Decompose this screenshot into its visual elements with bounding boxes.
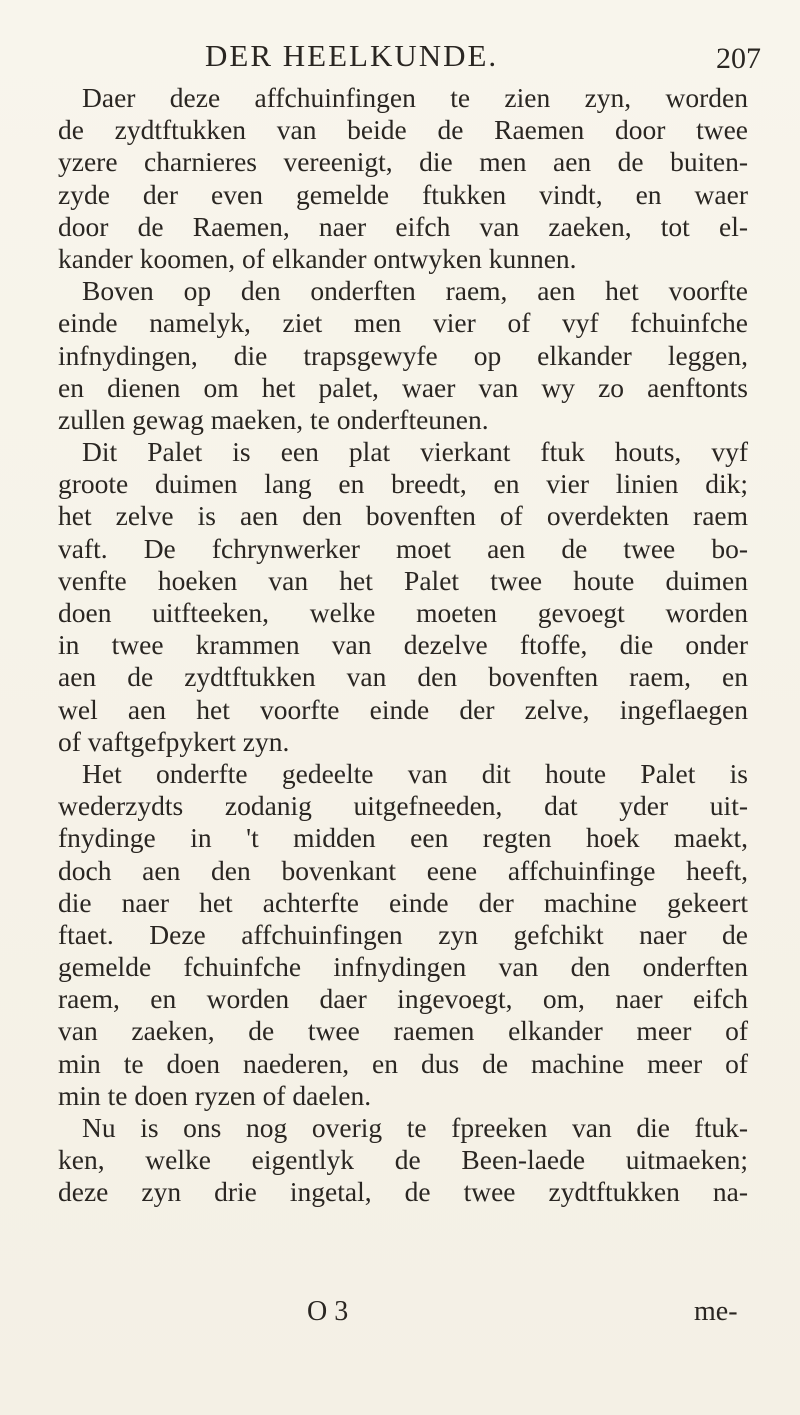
text-line: aen de zydtftukken van den bovenften raem, en [58,661,748,693]
text-line: doen uitfteeken, welke moeten gevoegt worden [58,597,748,628]
page-header [0,38,800,78]
text-line: min te doen ryzen of daelen. [58,1079,372,1111]
signature-mark: O 3 [307,1296,349,1327]
text-line: venfte hoeken van het Palet twee houte duimen [58,564,748,596]
text-line: Dit Palet is een plat vierkant ftuk houts, vyf [82,436,748,468]
text-line: kander koomen, of elkander ontwyken kunnen. [58,242,577,274]
text-line: gemelde fchuinfche infnydingen van den onderften [58,951,748,983]
text-line: ftaet. Deze affchuinfingen zyn gefchikt naer de [58,918,748,950]
page-footer [0,1296,800,1336]
text-line: wederzydts zodanig uitgefneeden, dat yder uit- [58,790,748,822]
page-number: 207 [716,42,761,75]
text-line: zyde der even gemelde ftukken vindt, en waer [58,178,748,210]
text-line: en dienen om het palet, waer van wy zo aenftonts [58,371,748,403]
text-line: yzere charnieres vereenigt, die men aen de buiten- [58,146,748,178]
catchword: me- [694,1296,738,1327]
text-line: infnydingen, die trapsgewyfe op elkander leggen, [58,339,748,371]
text-line: deze zyn drie ingetal, de twee zydtftukken na- [58,1176,748,1208]
text-line: de zydtftukken van beide de Raemen door twee [58,114,748,146]
text-line: door de Raemen, naer eifch van zaeken, tot el- [58,210,748,242]
text-line: Nu is ons nog overig te fpreeken van die ftuk- [82,1112,748,1143]
text-line: groote duimen lang en breedt, en vier linien dik; [58,468,748,500]
text-line: zullen gewag maeken, te onderfteunen. [58,403,489,435]
text-line: in twee krammen van dezelve ftoffe, die onder [58,629,748,661]
text-line: min te doen naederen, en dus de machine meer of [58,1047,748,1079]
text-line: Het onderfte gedeelte van dit houte Palet is [82,757,748,789]
text-line: Boven op den onderften raem, aen het voorfte [82,275,748,307]
text-line: Daer deze affchuinfingen te zien zyn, worden [82,82,748,113]
text-line: einde namelyk, ziet men vier of vyf fchuinfche [58,307,748,339]
text-line: van zaeken, de twee raemen elkander meer of [58,1015,748,1047]
text-line: of vaftgefpykert zyn. [58,725,290,757]
text-line: die naer het achterfte einde der machine gekeert [58,886,748,918]
body-text [58,82,748,1209]
text-line: fnydinge in 't midden een regten hoek maekt, [58,822,748,854]
text-line: wel aen het voorfte einde der zelve, ingeflaegen [58,693,748,725]
text-line: het zelve is aen den bovenften of overdekten raem [58,500,748,532]
text-line: raem, en worden daer ingevoegt, om, naer eifch [58,983,748,1015]
running-head: DER HEELKUNDE. [205,38,499,73]
text-line: doch aen den bovenkant eene affchuinfinge heeft, [58,854,748,886]
text-line: ken, welke eigentlyk de Been-laede uitmaeken; [58,1144,748,1176]
text-line: vaft. De fchrynwerker moet aen de twee bo- [58,532,748,564]
